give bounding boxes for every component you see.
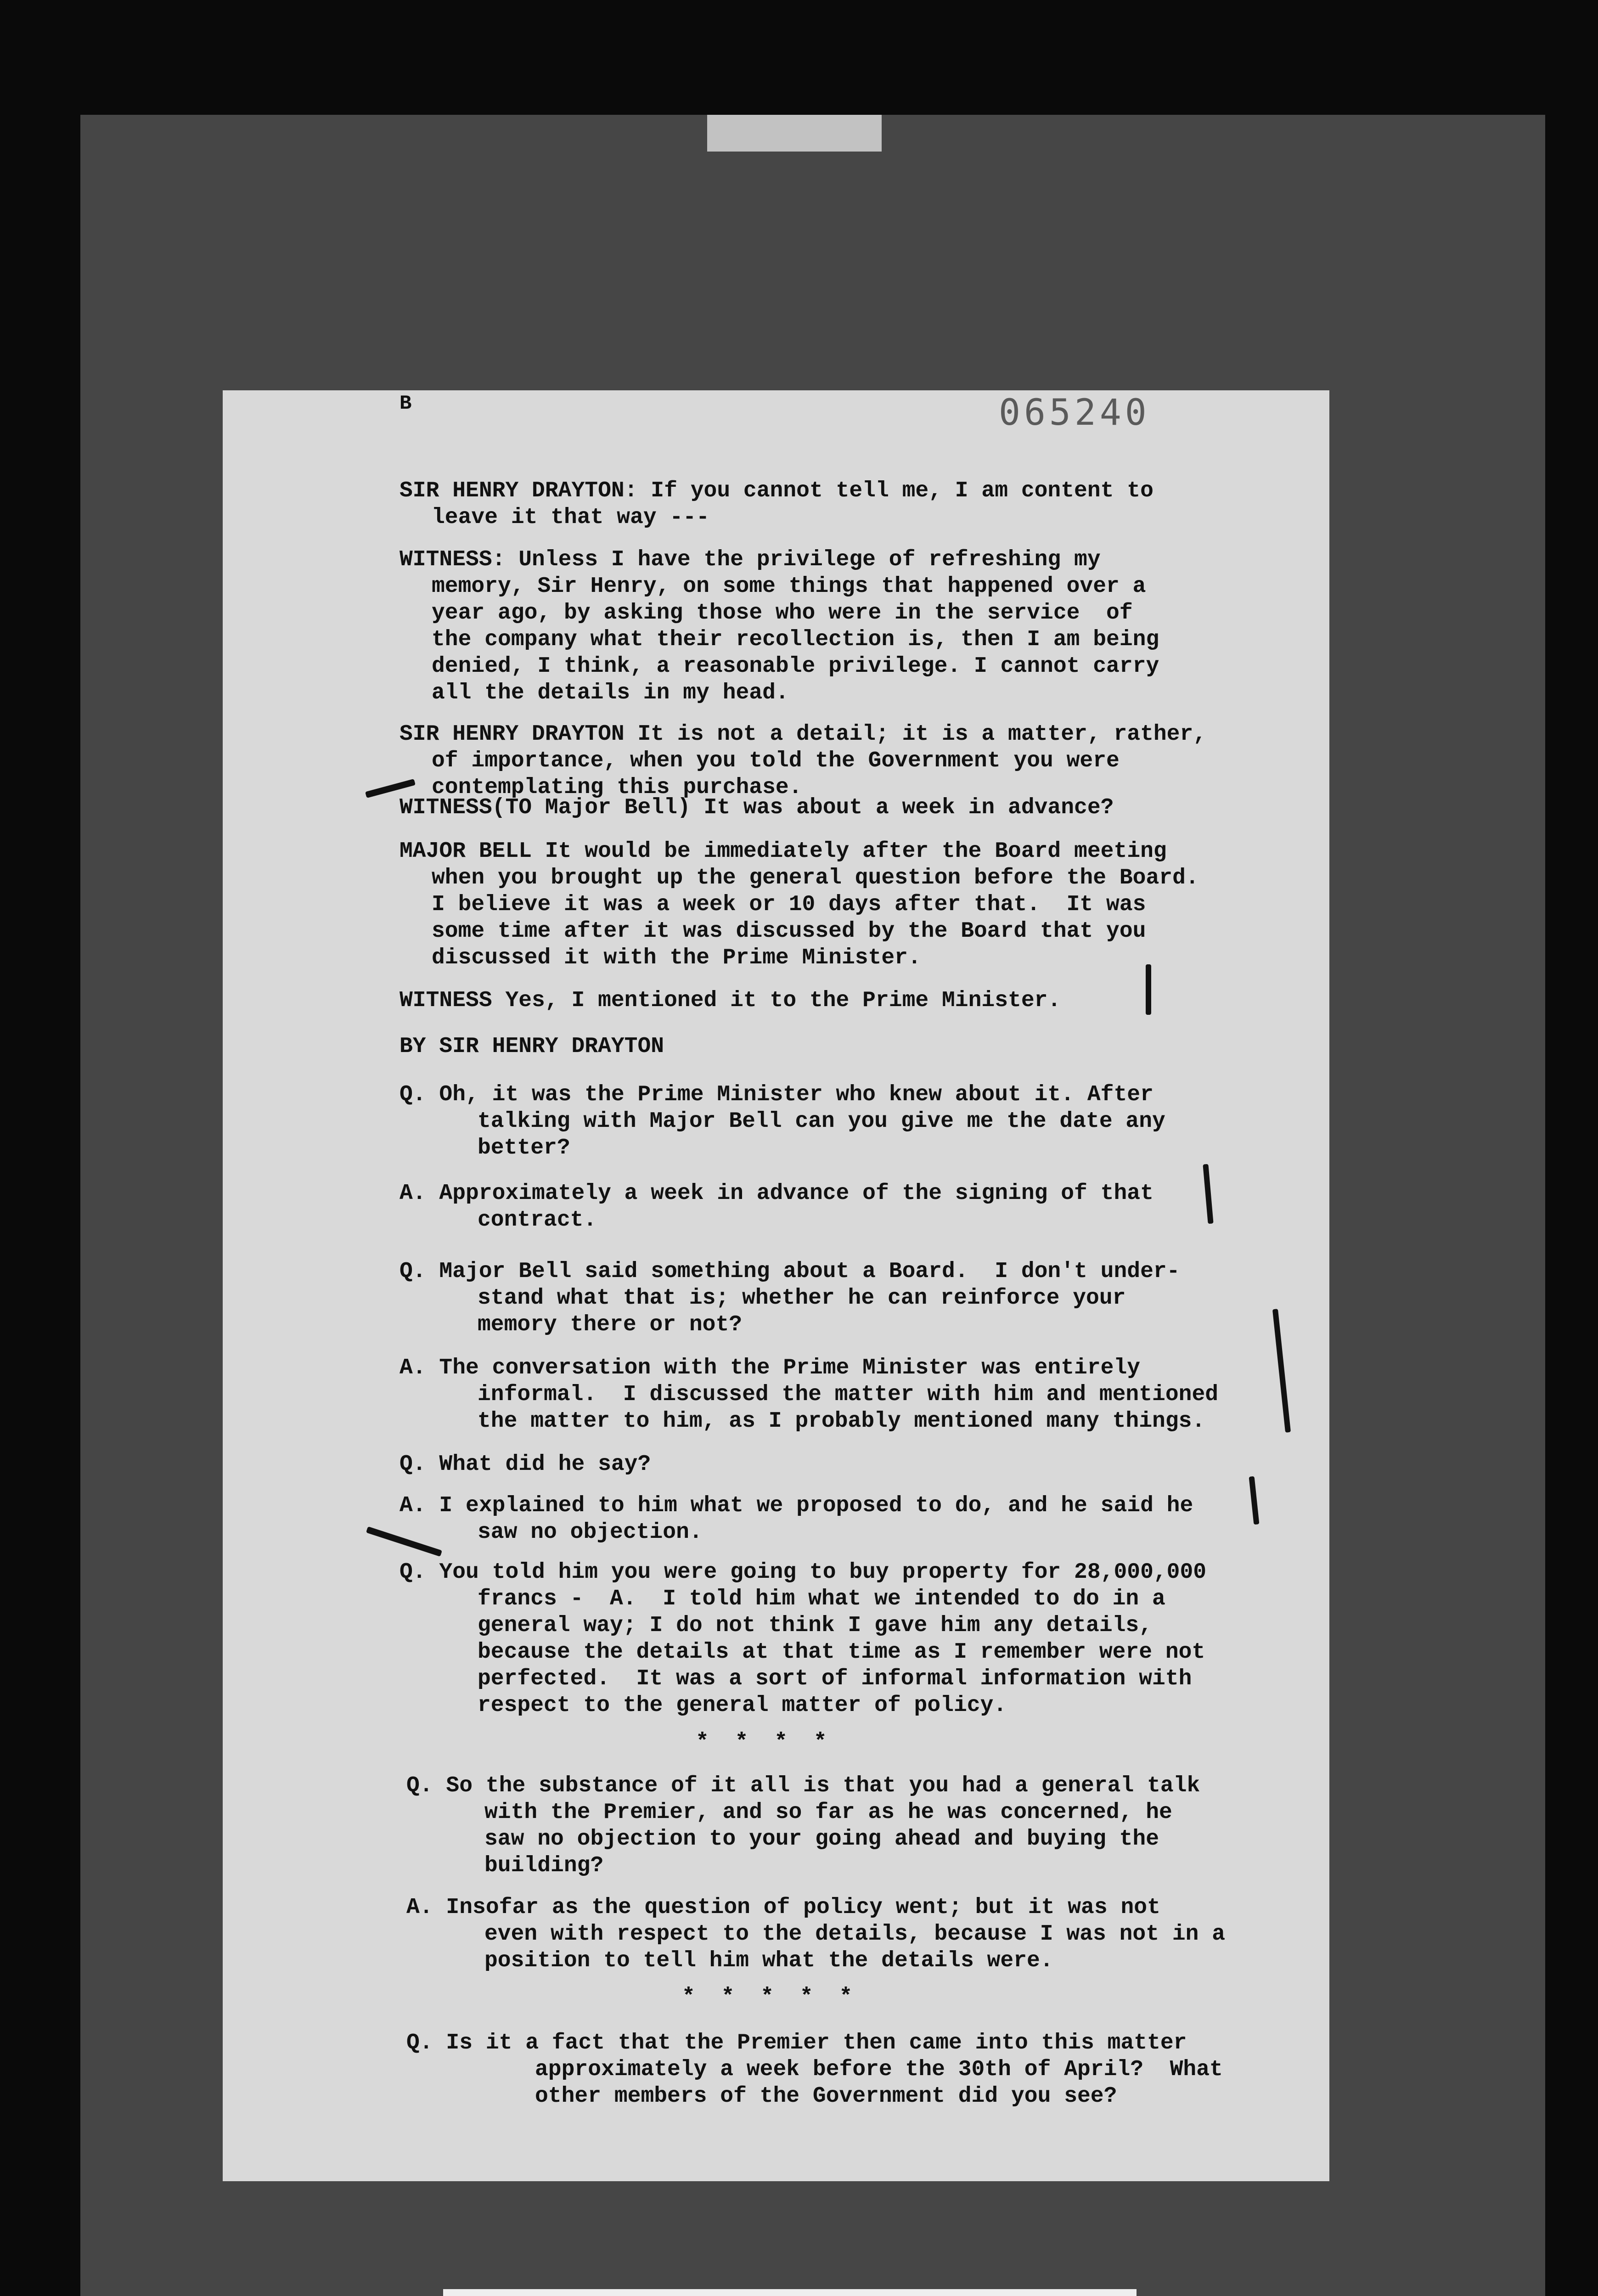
transcript-line: year ago, by asking those who were in the service of <box>432 601 1133 625</box>
transcript-line: SIR HENRY DRAYTON: If you cannot tell me, I am content to <box>400 478 1153 503</box>
transcript-line: discussed it with the Prime Minister. <box>432 945 921 970</box>
question-line: stand what that is; whether he can reinforce your <box>478 1286 1126 1311</box>
question-line: general way; I do not think I gave him any details, <box>478 1613 1153 1638</box>
question-line: because the details at that time as I remember were not <box>478 1640 1205 1665</box>
answer-line: A. The conversation with the Prime Minister was entirely <box>400 1356 1141 1380</box>
section-separator: * * * * * <box>682 1985 859 2009</box>
question-line: building? <box>484 1853 604 1878</box>
question-line: with the Premier, and so far as he was concerned, he <box>484 1800 1172 1825</box>
section-separator: * * * * <box>696 1730 833 1755</box>
transcript-line: leave it that way --- <box>432 505 709 530</box>
margin-tick-mark <box>1146 964 1151 1015</box>
transcript-line: SIR HENRY DRAYTON It is not a detail; it is a matter, rather, <box>400 722 1207 747</box>
question-line: Q. What did he say? <box>400 1452 651 1477</box>
section-heading: BY SIR HENRY DRAYTON <box>400 1034 664 1059</box>
transcript-line: contemplating this purchase. <box>432 775 802 800</box>
answer-line: A. Approximately a week in advance of the signing of that <box>400 1181 1153 1206</box>
question-line: memory there or not? <box>478 1312 743 1337</box>
page-number: 065240 <box>999 392 1150 433</box>
answer-line: A. I explained to him what we proposed to do, and he said he <box>400 1493 1193 1518</box>
question-line: other members of the Government did you see? <box>535 2084 1117 2109</box>
transcript-line: when you brought up the general question before the Board. <box>432 866 1199 890</box>
paper-clip-tab <box>707 115 882 152</box>
answer-line: position to tell him what the details were. <box>484 1948 1053 1973</box>
transcript-line: WITNESS Yes, I mentioned it to the Prime Minister. <box>400 988 1061 1013</box>
question-line: approximately a week before the 30th of April? What <box>535 2057 1223 2082</box>
transcript-line: memory, Sir Henry, on some things that happened over a <box>432 574 1146 599</box>
transcript-line: WITNESS(TO Major Bell) It was about a week in advance? <box>400 795 1114 820</box>
transcript-line: WITNESS: Unless I have the privilege of refreshing my <box>400 547 1101 572</box>
answer-line: even with respect to the details, because I was not in a <box>484 1922 1226 1947</box>
answer-line: saw no objection. <box>478 1520 703 1545</box>
archive-label-strip <box>443 2289 1137 2296</box>
question-line: Q. Major Bell said something about a Board. I don't under- <box>400 1259 1180 1284</box>
answer-line: the matter to him, as I probably mentioned many things. <box>478 1409 1205 1434</box>
transcript-line: of importance, when you told the Government you were <box>432 748 1120 773</box>
question-line: francs - A. I told him what we intended to do in a <box>478 1587 1165 1611</box>
question-line: Q. Oh, it was the Prime Minister who knew about it. After <box>400 1082 1153 1107</box>
transcript-line: the company what their recollection is, then I am being <box>432 627 1159 652</box>
question-line: respect to the general matter of policy. <box>478 1693 1007 1718</box>
question-line: talking with Major Bell can you give me the date any <box>478 1109 1165 1134</box>
margin-tick-mark <box>1203 1164 1213 1224</box>
margin-tick-mark <box>1272 1309 1291 1433</box>
handwritten-dash-mark <box>366 1526 442 1557</box>
question-line: Q. You told him you were going to buy property for 28,000,000 <box>400 1560 1207 1585</box>
transcript-line: some time after it was discussed by the Board that you <box>432 919 1146 944</box>
question-line: saw no objection to your going ahead and buying the <box>484 1827 1159 1851</box>
typed-page <box>223 390 1329 2181</box>
margin-tick-mark <box>1249 1476 1260 1525</box>
question-line: perfected. It was a sort of informal information with <box>478 1666 1192 1691</box>
question-line: Q. So the substance of it all is that you had a general talk <box>406 1773 1200 1798</box>
answer-line: A. Insofar as the question of policy went; but it was not <box>406 1895 1160 1920</box>
question-line: Q. Is it a fact that the Premier then came into this matter <box>406 2031 1187 2055</box>
transcript-line: all the details in my head. <box>432 681 789 705</box>
page-letter: B <box>400 392 412 415</box>
transcript-line: MAJOR BELL It would be immediately after the Board meeting <box>400 839 1167 864</box>
answer-line: informal. I discussed the matter with him and mentioned <box>478 1382 1219 1407</box>
question-line: better? <box>478 1136 570 1160</box>
transcript-line: denied, I think, a reasonable privilege. I cannot carry <box>432 654 1159 679</box>
answer-line: contract. <box>478 1208 597 1232</box>
transcript-line: I believe it was a week or 10 days after that. It was <box>432 892 1146 917</box>
